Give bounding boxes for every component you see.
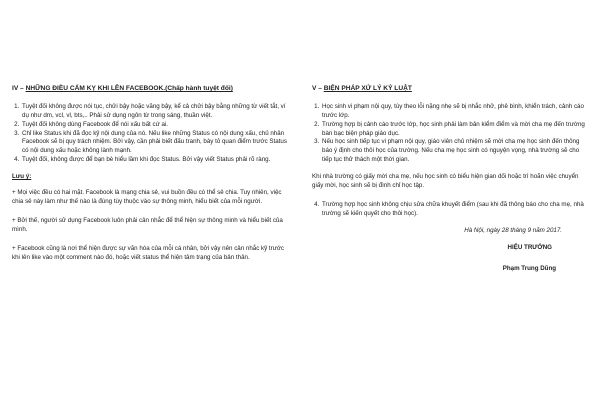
section-v-title: BIỆN PHÁP XỬ LÝ KỶ LUẬT — [323, 85, 412, 92]
section-v-number: V – — [312, 85, 324, 92]
section-iv-note: (Chấp hành tuyệt đối) — [165, 85, 233, 92]
document-date: Hà Nội, ngày 28 tháng 9 năm 2017. — [464, 227, 562, 235]
discipline-list — [312, 103, 590, 166]
discipline-item: 3. Nếu học sinh tiếp tục vi phạm nội quy, giáo viên chủ nhiệm sẽ mời cha mẹ học sinh đến thông báo ý định cho thôi học của trường. Nếu cha mẹ học sinh có nguyện vọng, nhà trường sẽ cho tiếp tục thử thách một thời gian. — [321, 138, 590, 165]
section-v-heading — [312, 84, 590, 94]
discipline-item: 4. Trường hợp học sinh không chịu sửa chữa khuyết điểm (sau khi đã thông báo cho cha mẹ, nhà trường sẽ kiến quyết cho thôi học). — [321, 201, 590, 219]
discipline-item: 1. Học sinh vi phạm nội quy, tùy theo lỗi nặng nhẹ sẽ bị nhắc nhở, phê bình, khiển trách, cảnh cáo trước lớp. — [321, 103, 590, 121]
signer-name: Phạm Trung Dũng — [502, 265, 556, 273]
discipline-paragraph: Khi nhà trường có giấy mời cha mẹ, nếu học sinh có biểu hiện gian dối hoặc trì hoãn việc chuyển giấy mời, học sinh sẽ bị đình chỉ học tập. — [312, 173, 579, 190]
note-paragraph: + Bởi thế, người sử dụng Facebook luôn phải cân nhắc để thể hiện sự thông minh và hiểu biết của mình. — [12, 217, 283, 234]
prohibition-item: 2. Tuyệt đối không dùng Facebook để nói xấu bất cứ ai. — [21, 121, 292, 130]
prohibition-item: 1. Tuyệt đối không được nói tục, chửi bậy hoặc văng bậy, kể cả chửi bậy bằng những từ viết tắt, ví dụ như dm, vcl, vl, bts,.. Phải sử dụng ngôn từ trong sáng, thuần việt. — [21, 103, 292, 121]
section-iv-title: NHỮNG ĐIỀU CẤM KỴ KHI LÊN FACEBOOK. — [25, 85, 166, 92]
note-paragraph: + Mọi việc đều có hai mặt. Facebook là mạng chia sẻ, vui buồn đều có thể sẻ chia. Tuy nhiên, việc chia sẻ này làm như thế nào là đúng tùy thuộc vào sự thông minh, hiểu biết của mỗi người. — [12, 189, 282, 206]
note-paragraph: + Facebook cũng là nơi thể hiện được sự văn hóa của mỗi cá nhân, bởi vậy nên cân nhắc kỹ trước khi lên like vào một comment nào đó, hoặc viết status thể hiện tâm trạng của bản thân. — [12, 245, 285, 262]
section-v — [312, 84, 590, 274]
signer-title: HIỆU TRƯỞNG — [507, 244, 552, 252]
note-label: Lưu ý: — [12, 173, 32, 181]
section-iv — [12, 84, 292, 273]
section-iv-heading — [12, 84, 292, 94]
discipline-item: 2. Trường hợp bị cảnh cáo trước lớp, học sinh phải làm bản kiểm điểm và mời cha mẹ đến trường bàn bạc biện pháp giáo dục. — [321, 121, 590, 139]
prohibition-item: 4. Tuyệt đối, không được để bạn bè hiểu lầm khi đọc Status. Bởi vậy viết Status phải rõ ràng. — [21, 156, 292, 165]
prohibition-item: 3. Chỉ like Status khi đã đọc kỹ nội dung của nó. Nếu like những Status có nội dung xấu, chủ nhân Facebook sẽ bị quy trách nhiệm. Bởi vậy, cần phải biết đấu tranh, bày tỏ quan điểm trước Status có nội dung xấu hoặc không lành mạnh. — [21, 130, 292, 157]
section-iv-number: IV – — [12, 85, 26, 92]
prohibition-list — [12, 103, 292, 166]
discipline-list-continued — [312, 201, 590, 219]
